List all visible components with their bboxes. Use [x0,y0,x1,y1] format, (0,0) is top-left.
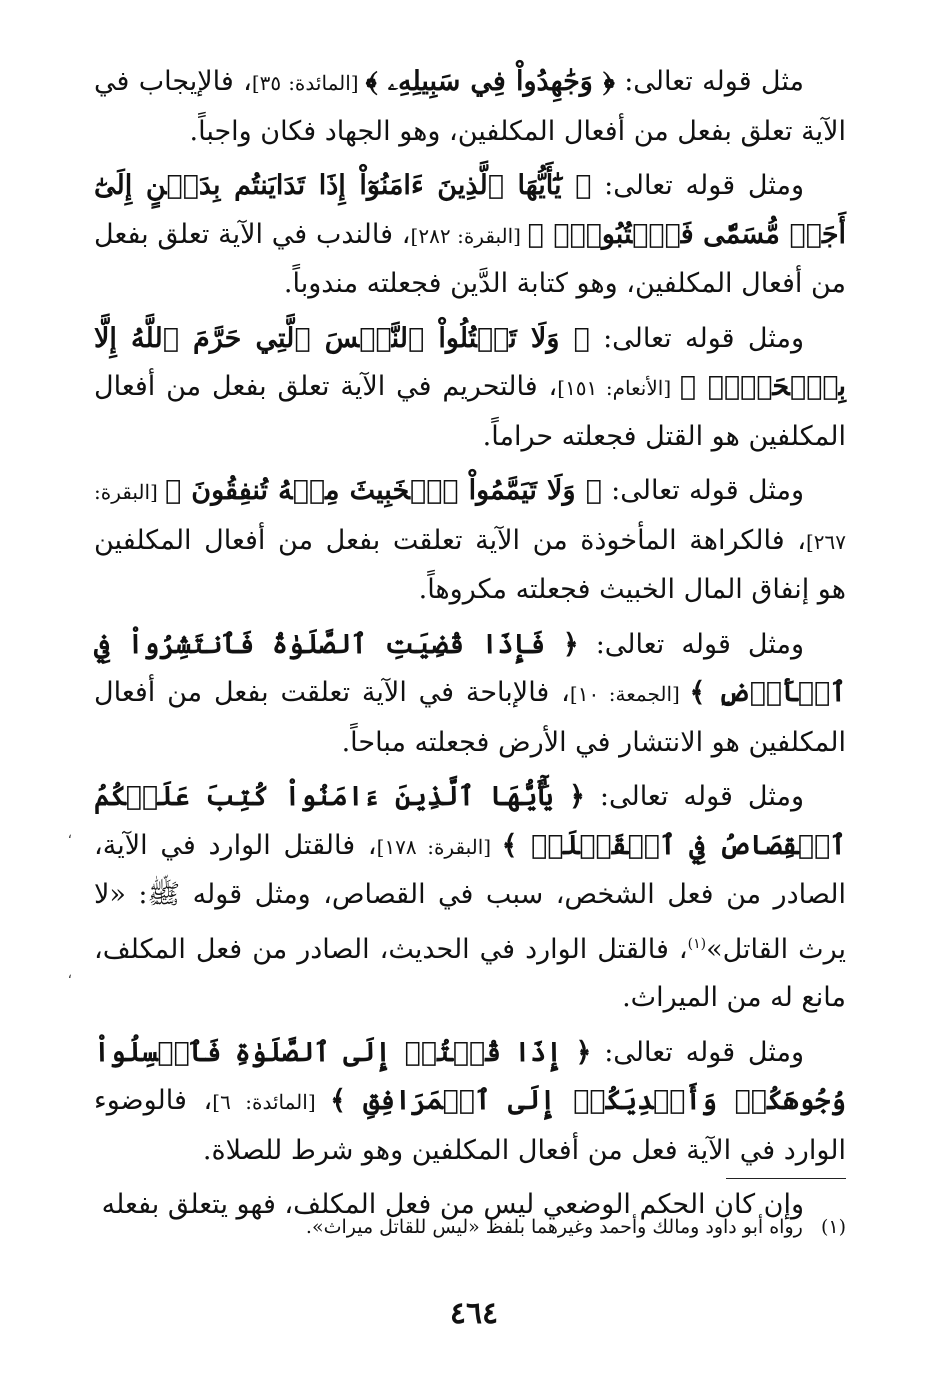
margin-mark: ، [67,966,72,982]
footnote-text: رواه أبو داود ومالك وأحمد وغيرهما بلفظ «ليس للقاتل ميراث». [305,1216,803,1238]
intro-text: ومثل قوله تعالى: [591,1036,804,1068]
intro-text: ومثل قوله تعالى: [578,628,804,660]
quran-verse: ﴿ يَٰٓأَيُّهَا ٱلَّذِينَ ءَامَنُواْ كُتِبَ عَلَيۡكُمُ ٱلۡقِصَاصُ فِي ٱلۡقَتۡلَىۖ ﴾ [94,781,846,861]
page-number: ٤٦٤ [449,1296,499,1331]
paragraph-wajib [94,58,846,156]
intro-text: ومثل قوله تعالى: [584,781,805,812]
explanation-text: ، فالتحريم في الآية تعلق بفعل من أفعال المكلفين هو القتل فجعلته حراماً. [94,371,846,452]
paragraph-haram [94,315,846,462]
intro-text: ومثل قوله تعالى: [589,322,804,354]
verse-reference: [البقرة: ١٧٨] [376,834,502,859]
verse-reference: [المائدة: ٣٥] [251,71,366,95]
explanation-text: ، فالندب في الآية تعلق بفعل من أفعال المكلفين، وهو كتابة الدَّين فجعلته مندوباً. [94,218,846,299]
verse-reference: [المائدة: ٦] [212,1090,331,1114]
intro-text: ومثل قوله تعالى: [591,170,805,201]
paragraph-shart [94,1029,846,1176]
quran-verse: ﴿ يَٰٓأَيُّهَا ٱلَّذِينَ ءَامَنُوٓاْ إِذَا تَدَايَنتُم بِدَيۡنٍ إِلَىٰٓ أَجَلٖ مُّسَمّٗى فَٱكۡتُبُوهُۚ ﴾ [94,170,847,250]
quran-verse: ﴿ وَلَا تَيَمَّمُواْ ٱلۡخَبِيثَ مِنۡهُ تُنفِقُونَ ﴾ [164,475,602,506]
explanation-text: ، فالإيجاب في الآية تعلق بفعل من أفعال المكلفين، وهو الجهاد فكان واجباً. [94,66,846,147]
verse-reference: [البقرة: ٢٦٧] [94,480,846,554]
quran-verse: ﴿ وَجَٰهِدُواْ فِي سَبِيلِهِۦ ﴾ [365,66,615,97]
paragraph-makruh [94,467,846,615]
margin-mark: ، [67,826,72,842]
explanation-text: ، فالكراهة المأخوذة من الآية تعلقت بفعل من أفعال المكلفين هو إنفاق المال الخبيث فجعلته مكروهاً. [94,524,846,605]
verse-reference: [الجمعة: ١٠] [569,682,690,706]
explanation-text: ، فالإباحة في الآية تعلقت بفعل من أفعال المكلفين هو الانتشار في الأرض فجعلته مباحاً. [94,677,846,758]
quran-verse: ﴿ إِذَا قُمۡتُمۡ إِلَى ٱلصَّلَوٰةِ فَٱغۡسِلُواْ وُجُوهَكُمۡ وَأَيۡدِيَكُمۡ إِلَى ٱلۡمَرَافِقِ ﴾ [94,1036,846,1116]
explanation-text: ، فالقتل الوارد في الآية، الصادر من فعل الشخص، سبب في القصاص، ومثل قوله ﷺ: «لا يرث القاتل» [94,829,846,965]
paragraph-mubah [94,621,846,768]
paragraph-sabab-mani [94,773,846,1023]
footnote-number: (١) [820,1216,846,1238]
main-text [94,58,846,1236]
explanation-text: ، فالوضوء الوارد في الآية فعل من أفعال المكلفين وهو شرط للصلاة. [94,1085,846,1166]
quran-verse: ﴿ فَإِذَا قُضِيَتِ ٱلصَّلَوٰةُ فَٱنتَشِرُواْ فِي ٱلۡأَرۡضِ ﴾ [94,628,847,708]
quran-verse: ﴿ وَلَا تَقۡتُلُواْ ٱلنَّفۡسَ ٱلَّتِي حَرَّمَ ٱللَّهُ إِلَّا بِٱلۡحَقِّۚ ﴾ [94,322,846,402]
explanation-text-continued: ، فالقتل الوارد في الحديث، الصادر من فعل المكلف، مانع له من الميراث. [94,933,846,1013]
continuation-text: وإن كان الحكم الوضعي ليس من فعل المكلف، فهو يتعلق بفعله [101,1189,804,1220]
paragraph-mandub [94,162,846,309]
footnote [94,1212,846,1242]
verse-reference: [الأنعام: ١٥١] [557,376,680,400]
intro-text: ومثل قوله تعالى: [601,475,805,506]
verse-reference: [البقرة: ٢٨٢] [410,223,528,248]
footnote-separator [726,1178,846,1179]
intro-text: مثل قوله تعالى: [614,66,804,97]
footnote-marker[interactable]: (١) [687,935,707,952]
